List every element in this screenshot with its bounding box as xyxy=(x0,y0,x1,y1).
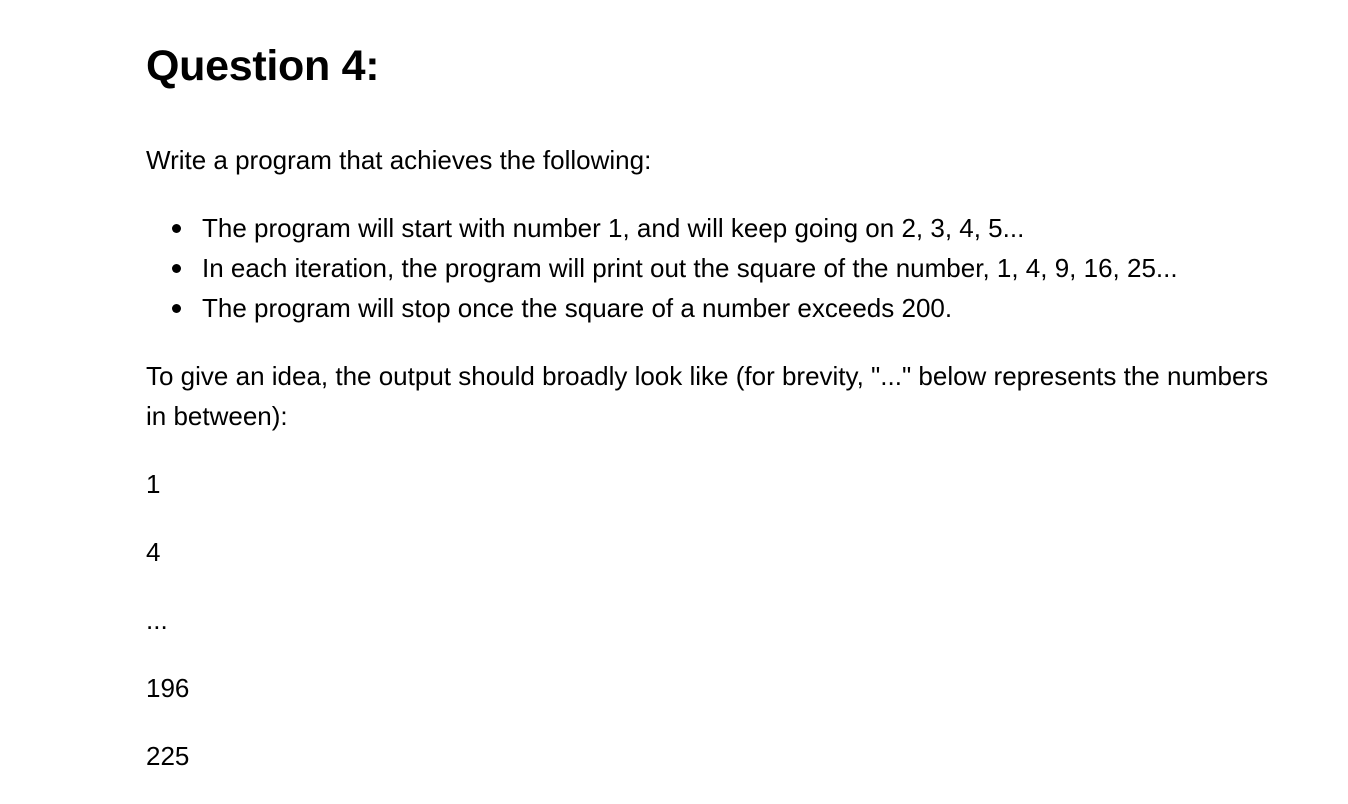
bullet-icon xyxy=(172,264,181,273)
bullet-icon xyxy=(172,304,181,313)
bullet-icon xyxy=(172,224,181,233)
output-line: 225 xyxy=(146,741,190,771)
output-line: ... xyxy=(146,605,168,635)
list-item xyxy=(202,208,1178,248)
question-title: Question 4: xyxy=(146,42,380,90)
output-line: 4 xyxy=(146,537,161,567)
list-item xyxy=(202,288,1178,328)
list-item xyxy=(202,248,1178,288)
example-note-paragraph: To give an idea, the output should broadly look like (for brevity, "..." below represents the numbers in between): xyxy=(146,361,1269,431)
list-item-text: The program will stop once the square of a number exceeds 200. xyxy=(202,293,953,323)
output-line: 1 xyxy=(146,469,161,499)
requirements-list xyxy=(146,208,1178,328)
list-item-text: In each iteration, the program will print out the square of the number, 1, 4, 9, 16, 25... xyxy=(202,253,1178,283)
output-line: 196 xyxy=(146,673,190,703)
intro-paragraph: Write a program that achieves the following: xyxy=(146,145,652,175)
list-item-text: The program will start with number 1, and will keep going on 2, 3, 4, 5... xyxy=(202,213,1025,243)
